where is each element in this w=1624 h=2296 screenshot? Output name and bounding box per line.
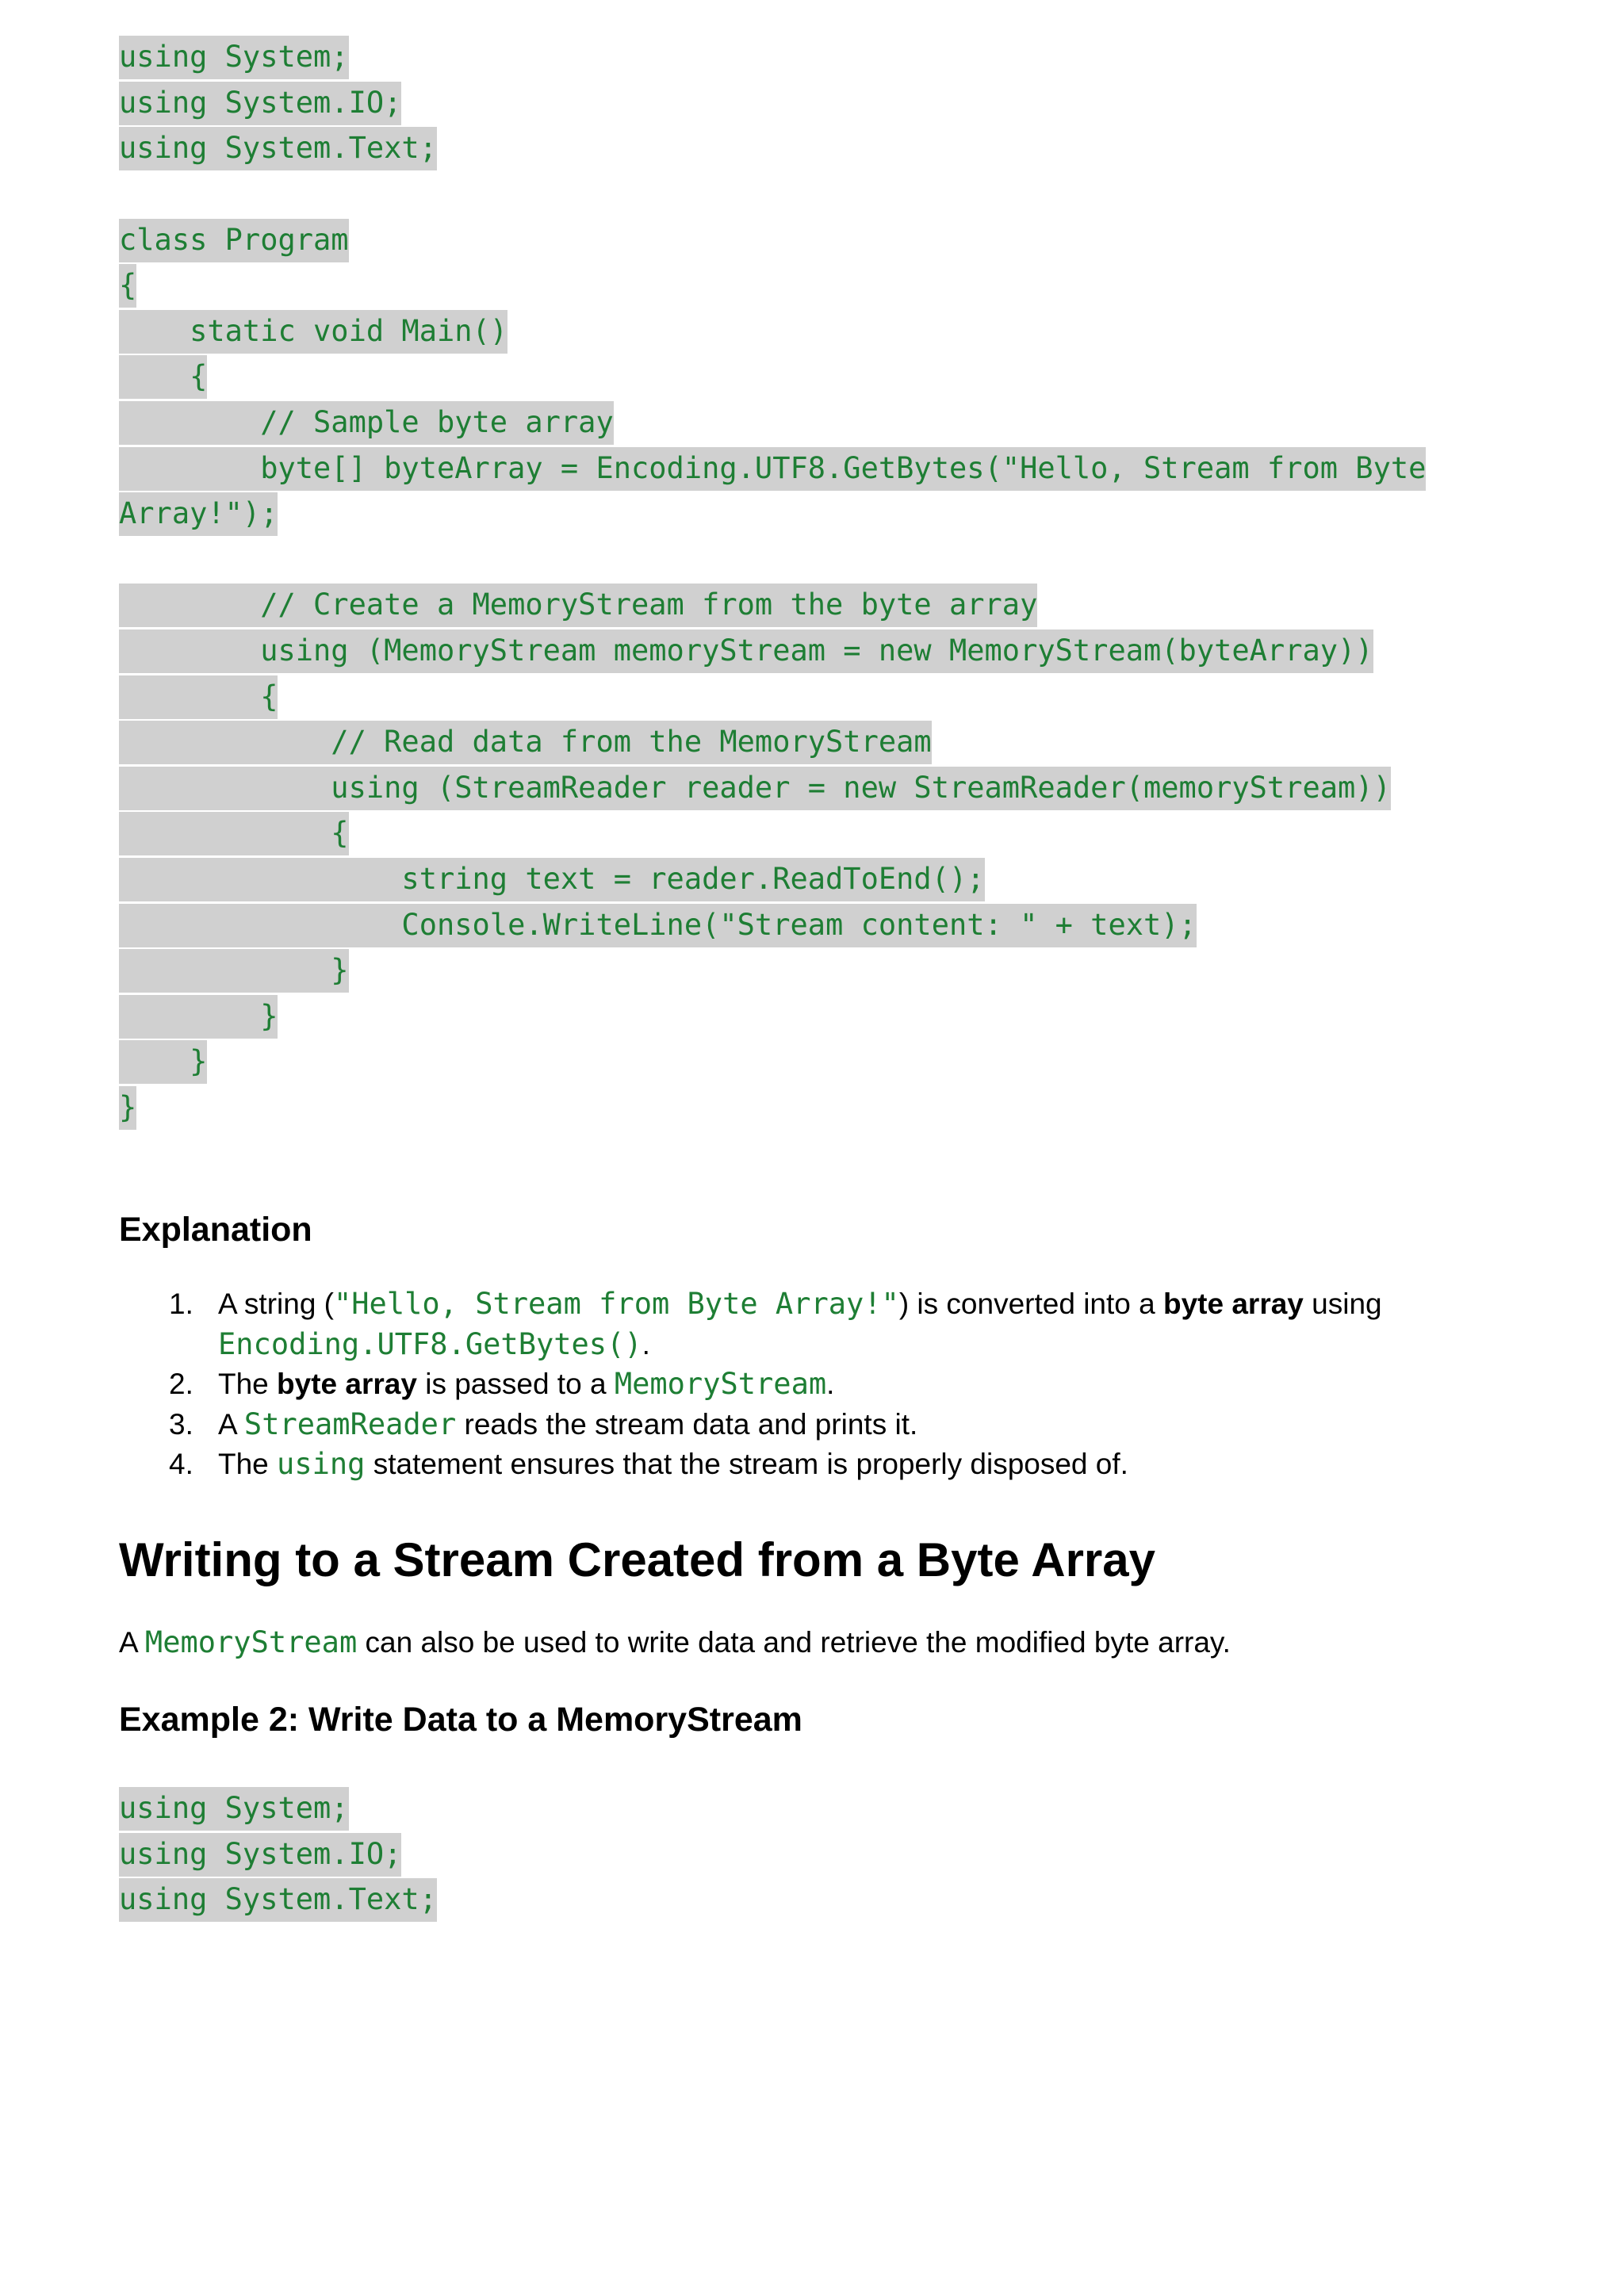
list-item (119, 1364, 1507, 1405)
list-number: 4. (169, 1448, 193, 1480)
list-text: The (218, 1448, 278, 1480)
inline-code: Encoding.UTF8.GetBytes() (218, 1326, 642, 1361)
code-line: } (119, 993, 1507, 1039)
code-line (119, 172, 1507, 218)
example-heading: Example 2: Write Data to a MemoryStream (119, 1701, 802, 1739)
list-text: using (1303, 1288, 1382, 1320)
code-line: using System; (119, 1786, 1507, 1832)
inline-code: MemoryStream (614, 1367, 827, 1401)
list-number: 1. (169, 1288, 193, 1320)
list-number: 2. (169, 1368, 193, 1400)
bold-text: byte array (277, 1368, 417, 1400)
intro-text: can also be used to write data and retrieve the modified byte array. (357, 1626, 1231, 1659)
code-block-read-example (119, 35, 1507, 1131)
code-line: // Sample byte array (119, 400, 1507, 446)
list-text: statement ensures that the stream is properly disposed of. (365, 1448, 1128, 1480)
list-text: A (218, 1407, 244, 1441)
code-line (119, 538, 1507, 584)
code-line: { (119, 263, 1507, 309)
inline-code: using (277, 1447, 366, 1481)
intro-text: A (119, 1626, 145, 1659)
list-text: A string ( (218, 1288, 334, 1320)
code-line: static void Main() (119, 309, 1507, 355)
inline-code: MemoryStream (144, 1625, 358, 1659)
code-block-write-example (119, 1786, 1507, 1923)
code-line: { (119, 354, 1507, 400)
code-line: } (119, 948, 1507, 994)
list-item (119, 1284, 1507, 1364)
code-line: using System.Text; (119, 1877, 1507, 1923)
bold-text: byte array (1163, 1288, 1304, 1320)
code-line: class Program (119, 217, 1507, 263)
code-line: // Read data from the MemoryStream (119, 720, 1507, 766)
list-text: The (218, 1368, 278, 1400)
list-number: 3. (169, 1407, 193, 1441)
code-line: } (119, 1039, 1507, 1085)
section-intro (119, 1623, 1507, 1663)
code-line: using System.IO; (119, 81, 1507, 127)
code-line: using (MemoryStream memoryStream = new MemoryStream(byteArray)) (119, 629, 1507, 675)
inline-code: "Hello, Stream from Byte Array!" (334, 1287, 899, 1321)
code-line: string text = reader.ReadToEnd(); (119, 857, 1507, 903)
code-line: { (119, 674, 1507, 720)
code-line: using System.IO; (119, 1832, 1507, 1878)
list-text: ) is converted into a (898, 1288, 1163, 1320)
list-text: is passed to a (416, 1368, 615, 1400)
inline-code: StreamReader (243, 1406, 457, 1441)
list-text: . (642, 1327, 650, 1360)
code-line: { (119, 811, 1507, 857)
code-line: using System; (119, 35, 1507, 81)
list-text: reads the stream data and prints it. (456, 1407, 918, 1441)
code-line: Array!"); (119, 492, 1507, 538)
list-item (119, 1445, 1507, 1485)
section-title: Writing to a Stream Created from a Byte Array (119, 1533, 1156, 1586)
list-text: . (826, 1368, 835, 1400)
explanation-list (119, 1284, 1507, 1485)
code-line: byte[] byteArray = Encoding.UTF8.GetBytes("Hello, Stream from Byte (119, 446, 1507, 492)
list-item (119, 1405, 1507, 1445)
code-line: // Create a MemoryStream from the byte array (119, 583, 1507, 629)
code-line: } (119, 1085, 1507, 1131)
code-line: using System.Text; (119, 126, 1507, 172)
code-line: Console.WriteLine("Stream content: " + text); (119, 902, 1507, 948)
explanation-heading: Explanation (119, 1211, 312, 1249)
code-line: using (StreamReader reader = new StreamReader(memoryStream)) (119, 766, 1507, 812)
